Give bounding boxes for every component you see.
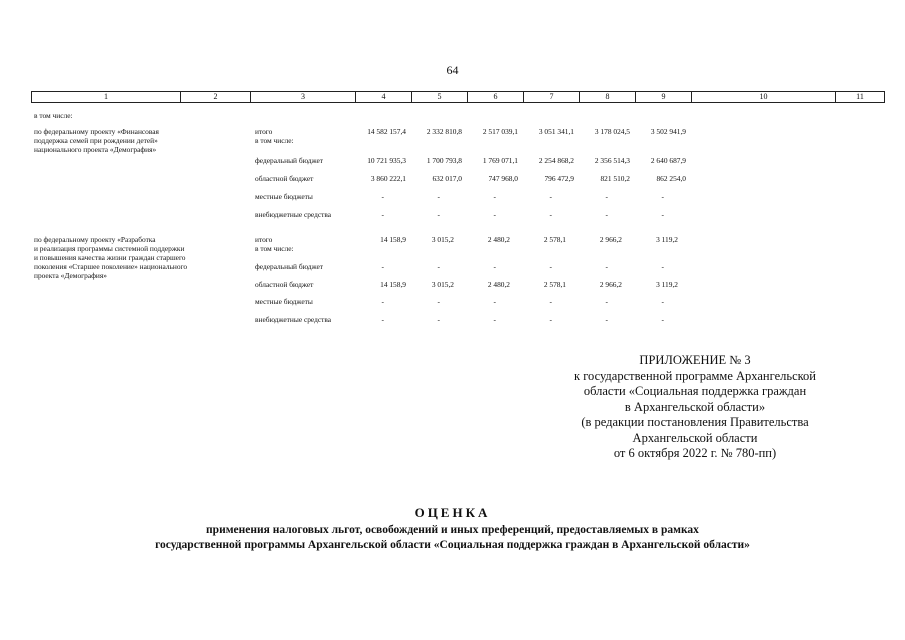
appendix-line: от 6 октября 2022 г. № 780-пп) [613, 446, 777, 460]
block-2-row-5-val-4: - [549, 315, 552, 324]
appendix-line: к государственной программе Архангельской [574, 368, 816, 383]
block-1-row-1-val-1: 14 582 157,4 [367, 127, 406, 136]
block-1-row-2-val-1: 10 721 935,3 [367, 156, 406, 165]
block-2-row-3-val-6: 3 119,2 [656, 280, 678, 289]
block-2-row-1-val-5: 2 966,2 [599, 235, 622, 244]
block-2-row-2-val-3: - [493, 262, 496, 271]
block-1-row-2-label: федеральный бюджет [255, 156, 324, 165]
header-col-9: 9 [636, 92, 692, 102]
block-1-row-1-val-6: 3 502 941,9 [650, 127, 686, 136]
block-1-row-1-val-3: 2 517 039,1 [482, 127, 518, 136]
document-title: ОЦЕНКА [414, 505, 491, 520]
block-2-row-2-val-1: - [381, 262, 384, 271]
block-1-row-1-val-2: 2 332 810,8 [426, 127, 462, 136]
block-2-row-2-val-6: - [661, 262, 664, 271]
block-1-row-5-val-5: - [605, 210, 608, 219]
block-1-row-3-val-2: 632 017,0 [432, 174, 462, 183]
block-2-description: по федеральному проекту «Разработка и реализация программы системной поддержки и повышения качества жизни граждан старшего поколения «Старшее поколение» национального проекта «Демография» [34, 235, 188, 280]
block-1-row-5-val-3: - [493, 210, 496, 219]
block-2-row-2-label: федеральный бюджет [255, 262, 324, 271]
block-2-row-1-label: итого в том числе: [255, 235, 294, 253]
block-2-row-5-val-5: - [605, 315, 608, 324]
header-col-5: 5 [412, 92, 468, 102]
header-col-11: 11 [856, 92, 864, 101]
block-2-row-4-val-4: - [549, 297, 552, 306]
block-1-row-1-val-4: 3 051 341,1 [538, 127, 574, 136]
table-header-row [31, 91, 885, 103]
header-col-7: 7 [524, 92, 580, 102]
header-col-10: 10 [692, 92, 836, 102]
block-1-row-4-val-2: - [437, 192, 440, 201]
block-2-row-1-val-6: 3 119,2 [656, 235, 678, 244]
block-1-row-3-val-1: 3 860 222,1 [370, 174, 406, 183]
block-2-row-3-val-3: 2 480,2 [487, 280, 510, 289]
header-col-3: 3 [251, 92, 356, 102]
header-col-4: 4 [356, 92, 412, 102]
block-1-row-5-val-2: - [437, 210, 440, 219]
block-2-row-2-val-5: - [605, 262, 608, 271]
block-1-row-4-val-5: - [605, 192, 608, 201]
header-col-2: 2 [181, 92, 251, 102]
appendix-line: ПРИЛОЖЕНИЕ № 3 [639, 353, 751, 367]
block-1-row-4-label: местные бюджеты [255, 192, 313, 201]
block-2-row-5-label: внебюджетные средства [255, 315, 332, 324]
block-2-row-4-val-5: - [605, 297, 608, 306]
document-subtitle [0, 523, 905, 553]
block-2-row-3-val-2: 3 015,2 [431, 280, 454, 289]
block-1-row-2-val-5: 2 356 514,3 [594, 156, 630, 165]
block-2-row-3-val-1: 14 158,9 [380, 280, 406, 289]
block-2-row-5-val-6: - [661, 315, 664, 324]
block-2-row-5-val-2: - [437, 315, 440, 324]
in-that-number-label: в том числе: [34, 111, 73, 120]
block-1-row-2-val-6: 2 640 687,9 [650, 156, 686, 165]
block-1-row-2-val-2: 1 700 793,8 [426, 156, 462, 165]
block-2-row-5-val-1: - [381, 315, 384, 324]
subtitle-line: государственной программы Архангельской области «Социальная поддержка граждан в Архангельской области» [155, 539, 750, 551]
block-2-row-3-val-5: 2 966,2 [599, 280, 622, 289]
block-1-row-4-val-6: - [661, 192, 664, 201]
block-1-row-5-val-1: - [381, 210, 384, 219]
block-1-row-3-val-5: 821 510,2 [600, 174, 630, 183]
block-1-row-4-val-3: - [493, 192, 496, 201]
block-2-row-3-val-4: 2 578,1 [543, 280, 566, 289]
block-2-row-2-val-2: - [437, 262, 440, 271]
block-1-row-3-label: областной бюджет [255, 174, 314, 183]
header-col-1: 1 [32, 92, 181, 102]
block-1-row-2-val-3: 1 769 071,1 [482, 156, 518, 165]
header-col-6: 6 [468, 92, 524, 102]
block-2-row-1-val-3: 2 480,2 [487, 235, 510, 244]
block-2-row-5-val-3: - [493, 315, 496, 324]
appendix-heading [530, 353, 860, 462]
page-number: 64 [446, 63, 459, 77]
block-2-row-1-val-2: 3 015,2 [431, 235, 454, 244]
block-1-row-2-val-4: 2 254 868,2 [538, 156, 574, 165]
block-1-description: по федеральному проекту «Финансовая поддержка семей при рождении детей» национального проекта «Демография» [34, 127, 159, 154]
block-1-row-3-val-4: 796 472,9 [544, 174, 574, 183]
block-1-row-4-val-4: - [549, 192, 552, 201]
block-1-row-1-label: итого в том числе: [255, 127, 294, 145]
block-2-row-1-val-1: 14 158,9 [380, 235, 406, 244]
block-1-row-3-val-3: 747 968,0 [488, 174, 518, 183]
subtitle-line: применения налоговых льгот, освобождений и иных преференций, предоставляемых в рамках [206, 524, 699, 536]
block-2-row-4-val-1: - [381, 297, 384, 306]
appendix-line: (в редакции постановления Правительства [581, 415, 809, 429]
block-1-row-5-val-6: - [661, 210, 664, 219]
block-1-row-5-val-4: - [549, 210, 552, 219]
appendix-line: области «Социальная поддержка граждан [583, 384, 807, 398]
block-1-row-3-val-6: 862 254,0 [656, 174, 686, 183]
appendix-line: Архангельской области [632, 430, 758, 445]
appendix-line: в Архангельской области» [624, 399, 766, 414]
block-1-row-4-val-1: - [381, 192, 384, 201]
block-2-row-4-val-6: - [661, 297, 664, 306]
block-2-row-2-val-4: - [549, 262, 552, 271]
header-col-8: 8 [580, 92, 636, 102]
block-1-row-1-val-5: 3 178 024,5 [594, 127, 630, 136]
block-2-row-1-val-4: 2 578,1 [543, 235, 566, 244]
block-2-row-4-label: местные бюджеты [255, 297, 313, 306]
block-2-row-4-val-3: - [493, 297, 496, 306]
block-2-row-3-label: областной бюджет [255, 280, 314, 289]
block-2-row-4-val-2: - [437, 297, 440, 306]
block-1-row-5-label: внебюджетные средства [255, 210, 332, 219]
